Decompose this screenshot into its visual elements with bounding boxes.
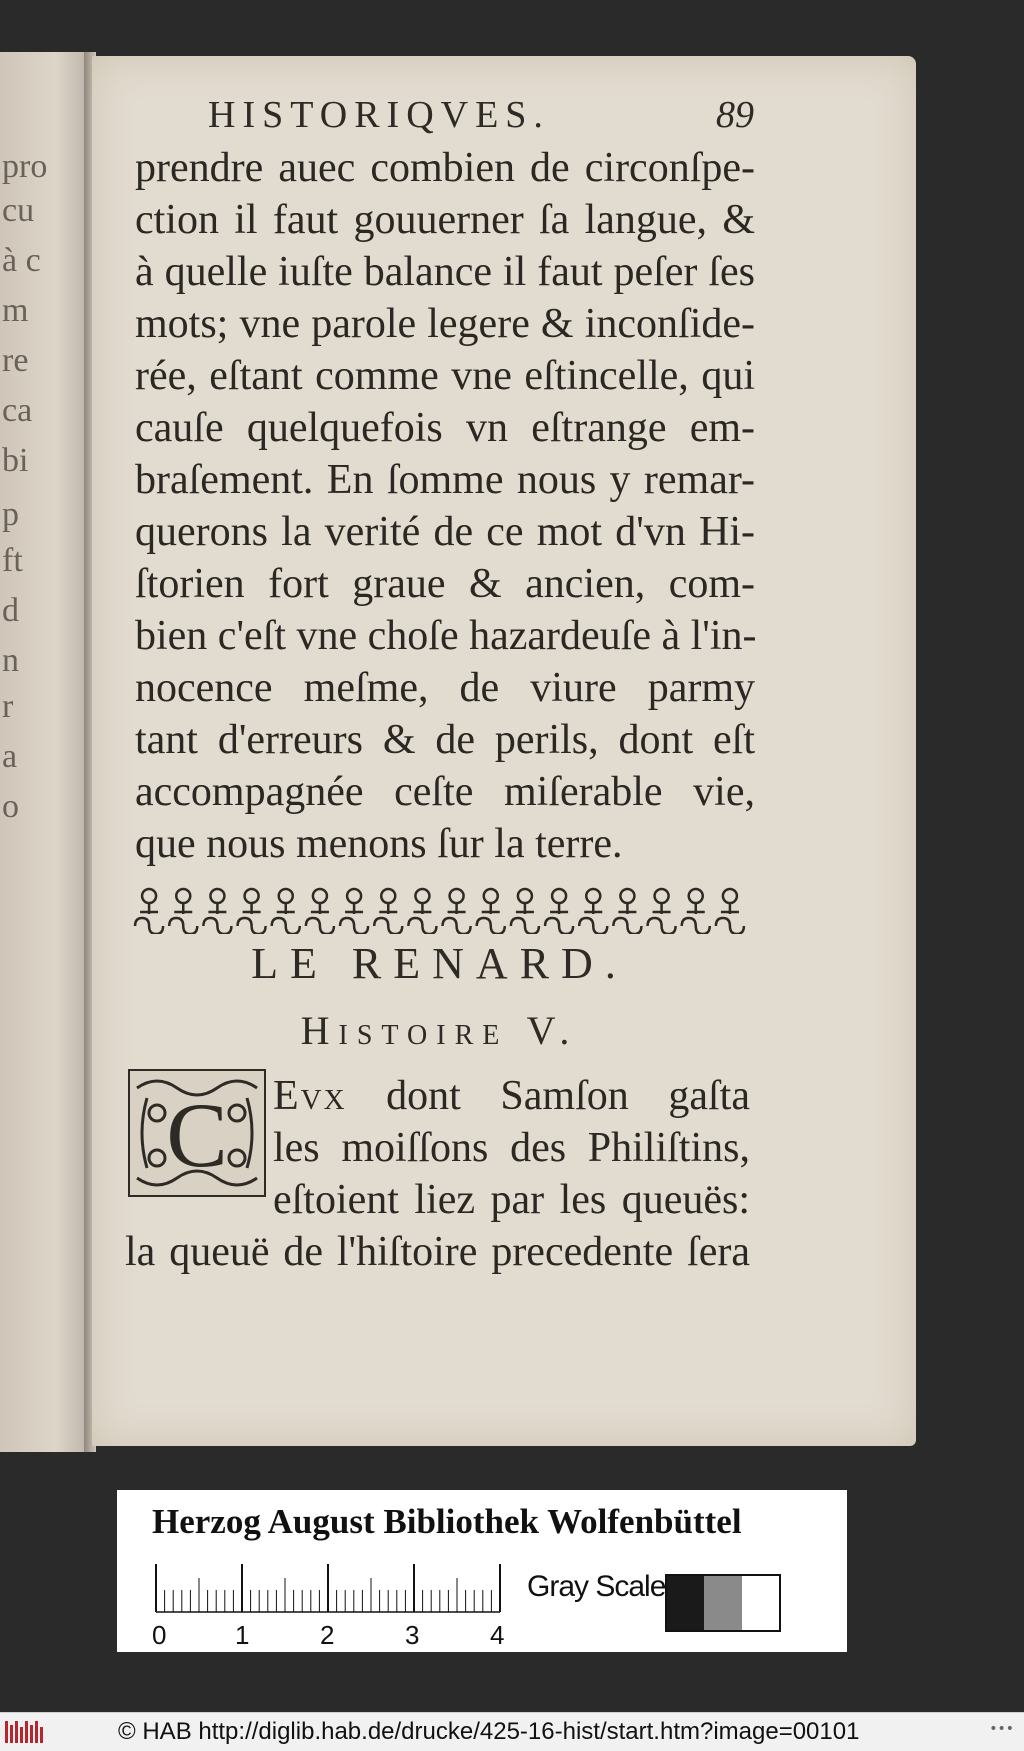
text-line: tant d'erreurs & de perils, dont eſt [135, 717, 755, 763]
text-line: braſement. En ſomme nous y remar- [135, 457, 755, 503]
text-line: mots; vne parole legere & inconſide- [135, 301, 755, 347]
gray-swatch [667, 1576, 704, 1630]
page-number: 89 [716, 94, 754, 136]
facing-text-fragment: d [2, 592, 19, 629]
text-line: bien c'eſt vne choſe hazardeuſe à l'in- [135, 613, 757, 659]
facing-text-fragment: pro [2, 148, 48, 185]
facing-text-fragment: ca [2, 392, 33, 429]
section-subtitle: Histoire V. [300, 1008, 579, 1053]
body-text [135, 142, 755, 870]
facing-text-fragment: cu [2, 192, 35, 229]
facing-text-fragment: à c [2, 242, 41, 279]
library-color-scale-label [117, 1490, 847, 1652]
text-line: prendre auec combien de circonſpe- [135, 145, 755, 191]
gray-scale-label: Gray Scale [527, 1570, 666, 1603]
ruler-number: 2 [320, 1620, 335, 1648]
text-line: que nous menons ſur la terre. [135, 821, 623, 867]
fleuron [511, 889, 539, 934]
fleuron [579, 889, 607, 934]
fleuron [443, 889, 471, 934]
text-line: eſtoient liez par les queuës: [273, 1177, 750, 1223]
fleuron-ornament-band [132, 882, 747, 934]
more-options-icon[interactable]: ••• [989, 1721, 1014, 1737]
initial-letter: C [166, 1084, 228, 1186]
text-line: rée, eſtant comme vne eſtincelle, qui [135, 353, 755, 399]
fleuron [545, 889, 573, 934]
facing-text-fragment: o [2, 788, 19, 825]
story-text [125, 1070, 750, 1278]
fleuron [135, 889, 163, 934]
footer-bar [0, 1712, 1024, 1751]
fleuron [408, 889, 436, 934]
fleuron [169, 889, 197, 934]
facing-text-fragment: r [2, 688, 14, 725]
ruler-number: 0 [152, 1620, 167, 1648]
text-line: nocence meſme, de viure parmy [135, 665, 755, 711]
text-fragment: dont Samſon gaſta [346, 1073, 750, 1119]
facing-text-fragment: m [2, 292, 29, 329]
fleuron [648, 889, 676, 934]
fleuron [374, 889, 402, 934]
text-line: à quelle iuſte balance il faut peſer ſes [135, 249, 755, 295]
fleuron [682, 889, 710, 934]
text-line: les moiſſons des Philiſtins, [273, 1125, 750, 1171]
facing-text-fragment: ft [2, 542, 23, 579]
facing-page-edge [0, 52, 92, 1452]
fleuron [306, 889, 334, 934]
library-name: Herzog August Bibliothek Wolfenbüttel [152, 1502, 742, 1541]
source-url-link[interactable]: © HAB http://diglib.hab.de/drucke/425-16-hist/start.htm?image=00101 [118, 1718, 860, 1745]
gray-swatch [704, 1576, 741, 1630]
text-line [125, 1070, 750, 1122]
text-line: ſtorien fort graue & ancien, com- [135, 561, 755, 607]
hab-logo-icon [4, 1719, 46, 1745]
fleuron [477, 889, 505, 934]
section-title: LE RENARD. [251, 939, 628, 988]
gray-scale-swatches [665, 1574, 781, 1632]
initial-caps-word: Evx [273, 1073, 347, 1119]
running-head [208, 93, 768, 137]
ruler-number: 4 [490, 1620, 505, 1648]
text-line: querons la verité de ce mot d'vn Hi- [135, 509, 755, 555]
fleuron [613, 889, 641, 934]
fleuron [203, 889, 231, 934]
text-line: la queuë de l'hiſtoire precedente ſera [125, 1229, 750, 1275]
fleuron [238, 889, 266, 934]
ruler-number: 1 [235, 1620, 250, 1648]
facing-text-fragment: p [2, 496, 19, 533]
running-head-title: HISTORIQVES. [208, 94, 550, 136]
text-line: ction il faut gouuerner ſa langue, & [135, 197, 755, 243]
text-line: accompagnée ceſte miſerable vie, [135, 769, 755, 815]
facing-text-fragment: bi [2, 442, 29, 479]
fleuron [716, 889, 744, 934]
ruler-number: 3 [405, 1620, 420, 1648]
facing-text-fragment: re [2, 342, 29, 379]
text-line: cauſe quelquefois vn eſtrange em- [135, 405, 755, 451]
fleuron [272, 889, 300, 934]
facing-text-fragment: a [2, 738, 18, 775]
gray-swatch [742, 1576, 779, 1630]
facing-text-fragment: n [2, 642, 19, 679]
fleuron [340, 889, 368, 934]
